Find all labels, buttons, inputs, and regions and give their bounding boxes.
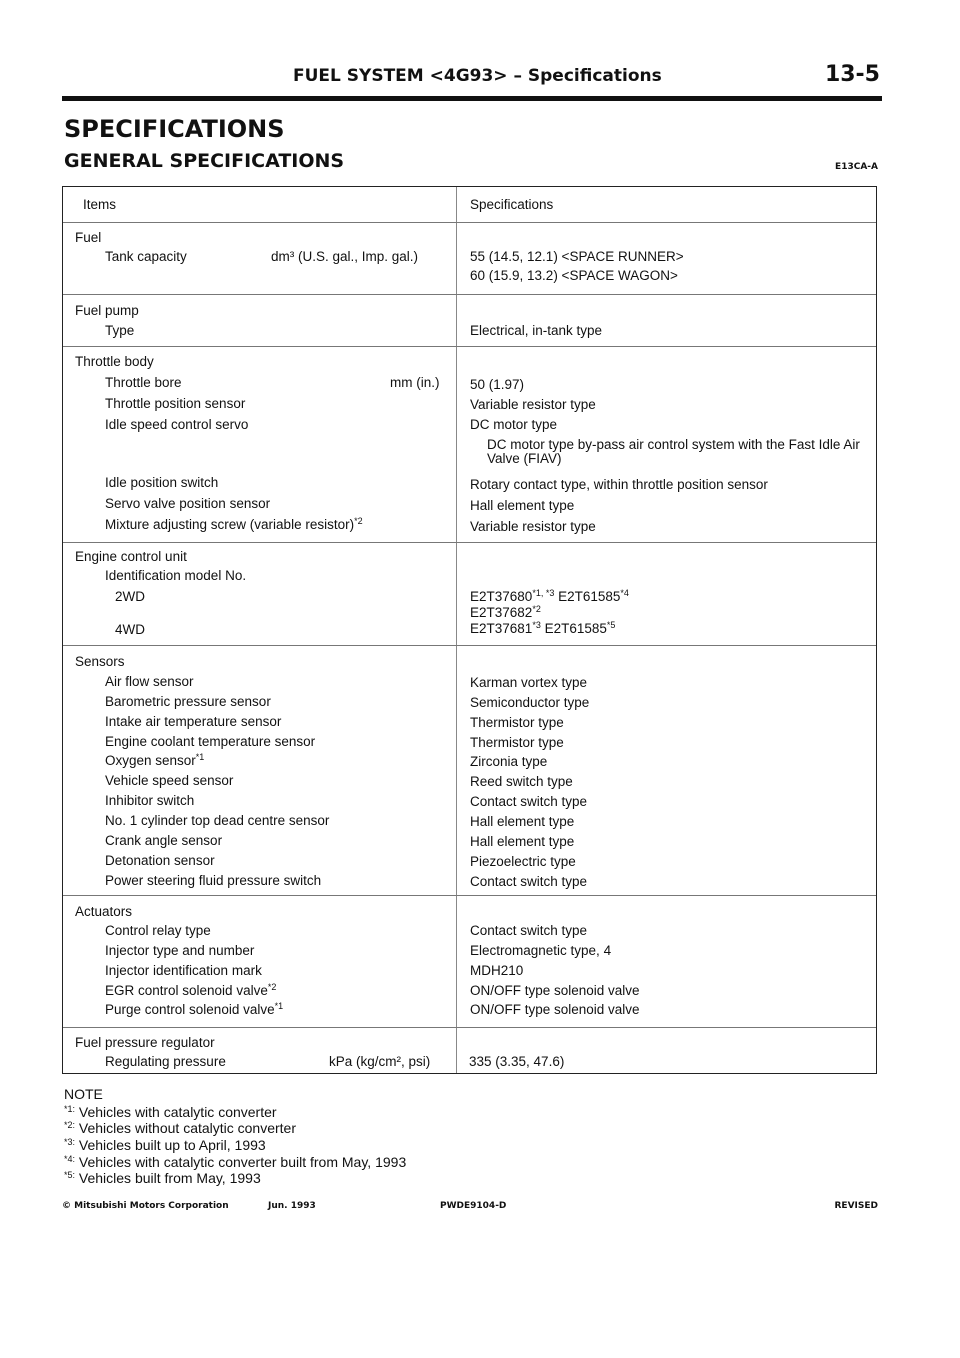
column-divider [456, 187, 457, 1073]
table-row-spec: Electromagnetic type, 4 [470, 943, 612, 958]
item-tank-capacity: Tank capacity [105, 249, 187, 264]
table-row-item: Air flow sensor [105, 674, 194, 689]
footnote-mark: *2 [354, 516, 363, 526]
row-divider [63, 645, 876, 646]
table-row-spec: Contact switch type [470, 874, 588, 889]
row-divider [63, 542, 876, 543]
item-idle-position-switch: Idle position switch [105, 475, 219, 490]
row-divider [63, 294, 876, 295]
section-label-sensors: Sensors [75, 654, 125, 669]
note-item: $^{*1:}$ Vehicles with catalytic converter [64, 1104, 277, 1120]
section-code: E13CA-A [835, 162, 878, 172]
table-row-item: Crank angle sensor [105, 833, 223, 848]
row-divider [63, 1027, 876, 1028]
item-idle-speed-control-servo: Idle speed control servo [105, 417, 249, 432]
table-row-spec: Contact switch type [470, 923, 588, 938]
spec-2wd-line-2: E2T37682$^{*2}$ [470, 604, 541, 620]
table-row-spec: Zirconia type [470, 754, 548, 769]
spec-tank-capacity-2: 60 (15.9, 13.2) <SPACE WAGON> [470, 268, 678, 283]
table-row-spec: ON/OFF type solenoid valve [470, 983, 640, 998]
header-title: FUEL SYSTEM <4G93> – Specifications [293, 66, 662, 86]
spec-idle-position-switch: Rotary contact type, within throttle position sensor [470, 477, 768, 492]
footer-date: Jun. 1993 [268, 1201, 316, 1211]
item-servo-valve-position-sensor: Servo valve position sensor [105, 496, 271, 511]
item-throttle-bore: Throttle bore [105, 375, 182, 390]
table-row-spec: Hall element type [470, 814, 575, 829]
footer-status: REVISED [834, 1201, 878, 1211]
table-row-item: Detonation sensor [105, 853, 215, 868]
page-number: 13-5 [824, 62, 880, 87]
section-label-throttle-body: Throttle body [75, 354, 154, 369]
table-row-spec: Reed switch type [470, 774, 573, 789]
table-row-spec: Semiconductor type [470, 695, 590, 710]
spec-idle-speed-control-note: DC motor type by-pass air control system with the Fast Idle Air Valve (FIAV) [487, 437, 860, 466]
spec-idle-speed-control-servo: DC motor type [470, 417, 558, 432]
header-rule [62, 96, 882, 101]
table-row-item: Inhibitor switch [105, 793, 195, 808]
item-4wd: 4WD [115, 622, 145, 637]
table-row-spec: Piezoelectric type [470, 854, 576, 869]
table-row-item: Oxygen sensor$^{*1}$ [105, 752, 205, 768]
item-pump-type: Type [105, 323, 135, 338]
table-row-item: Barometric pressure sensor [105, 694, 271, 709]
main-heading: SPECIFICATIONS [64, 115, 285, 143]
item-identification-model: Identification model No. [105, 568, 247, 583]
table-row-item: Purge control solenoid valve$^{*1}$ [105, 1001, 284, 1017]
column-header-items: Items [83, 197, 117, 212]
table-row-item: No. 1 cylinder top dead centre sensor [105, 813, 330, 828]
sub-heading: GENERAL SPECIFICATIONS [64, 150, 345, 172]
spec-throttle-bore: 50 (1.97) [470, 377, 525, 392]
spec-mixture-adjusting-screw: Variable resistor type [470, 519, 596, 534]
table-row-spec: Thermistor type [470, 715, 564, 730]
section-label-fuel-pressure-regulator: Fuel pressure regulator [75, 1035, 215, 1050]
spec-2wd-line-1: $E2T37680^{*1, *3}$ E2T61585$^{*4}$ [470, 588, 629, 604]
note-item: $^{*5:}$ Vehicles built from May, 1993 [64, 1170, 261, 1186]
table-row-item: Intake air temperature sensor [105, 714, 282, 729]
note-item: $^{*3:}$ Vehicles built up to April, 1993 [64, 1137, 266, 1153]
spec-servo-valve-position-sensor: Hall element type [470, 498, 575, 513]
unit-regulating-pressure: kPa (kg/cm², psi) [329, 1054, 431, 1069]
section-label-fuel: Fuel [75, 230, 102, 245]
table-row-item: Injector identification mark [105, 963, 262, 978]
table-row-item: Injector type and number [105, 943, 255, 958]
item-2wd: 2WD [115, 589, 145, 604]
spec-tank-capacity-1: 55 (14.5, 12.1) <SPACE RUNNER> [470, 249, 684, 264]
section-label-engine-control-unit: Engine control unit [75, 549, 187, 564]
table-row-spec: Karman vortex type [470, 675, 588, 690]
row-divider [63, 222, 876, 223]
row-divider [63, 346, 876, 347]
table-row-spec: Hall element type [470, 834, 575, 849]
item-mixture-adjusting-screw: Mixture adjusting screw (variable resistor)$^{*2}$ [105, 516, 363, 532]
table-row-spec: ON/OFF type solenoid valve [470, 1002, 640, 1017]
table-row-spec: MDH210 [470, 963, 524, 978]
table-row-item: EGR control solenoid valve$^{*2}$ [105, 982, 277, 998]
spec-4wd: E2T37681$^{*3}$ E2T61585$^{*5}$ [470, 620, 616, 636]
note-item: $^{*2:}$ Vehicles without catalytic converter [64, 1120, 297, 1136]
note-item: $^{*4:}$ Vehicles with catalytic converter built from May, 1993 [64, 1154, 407, 1170]
unit-tank-capacity: dm³ (U.S. gal., Imp. gal.) [271, 249, 419, 264]
footer-publication-code: PWDE9104-D [440, 1201, 507, 1211]
item-regulating-pressure: Regulating pressure [105, 1054, 226, 1069]
section-label-actuators: Actuators [75, 904, 133, 919]
unit-throttle-bore: mm (in.) [390, 375, 440, 390]
table-row-spec: Contact switch type [470, 794, 588, 809]
spec-regulating-pressure: 335 (3.35, 47.6) [469, 1054, 565, 1069]
row-divider [63, 895, 876, 896]
column-header-specifications: Specifications [470, 197, 554, 212]
spec-pump-type: Electrical, in-tank type [470, 323, 603, 338]
table-row-item: Vehicle speed sensor [105, 773, 234, 788]
spec-throttle-position-sensor: Variable resistor type [470, 397, 596, 412]
table-row-item: Control relay type [105, 923, 211, 938]
specifications-table [62, 186, 877, 1074]
table-row-item: Engine coolant temperature sensor [105, 734, 316, 749]
table-row-item: Power steering fluid pressure switch [105, 873, 322, 888]
note-title: NOTE [64, 1086, 103, 1102]
table-row-spec: Thermistor type [470, 735, 564, 750]
section-label-fuel-pump: Fuel pump [75, 303, 139, 318]
item-throttle-position-sensor: Throttle position sensor [105, 396, 246, 411]
footer-copyright: © Mitsubishi Motors Corporation [62, 1201, 229, 1211]
